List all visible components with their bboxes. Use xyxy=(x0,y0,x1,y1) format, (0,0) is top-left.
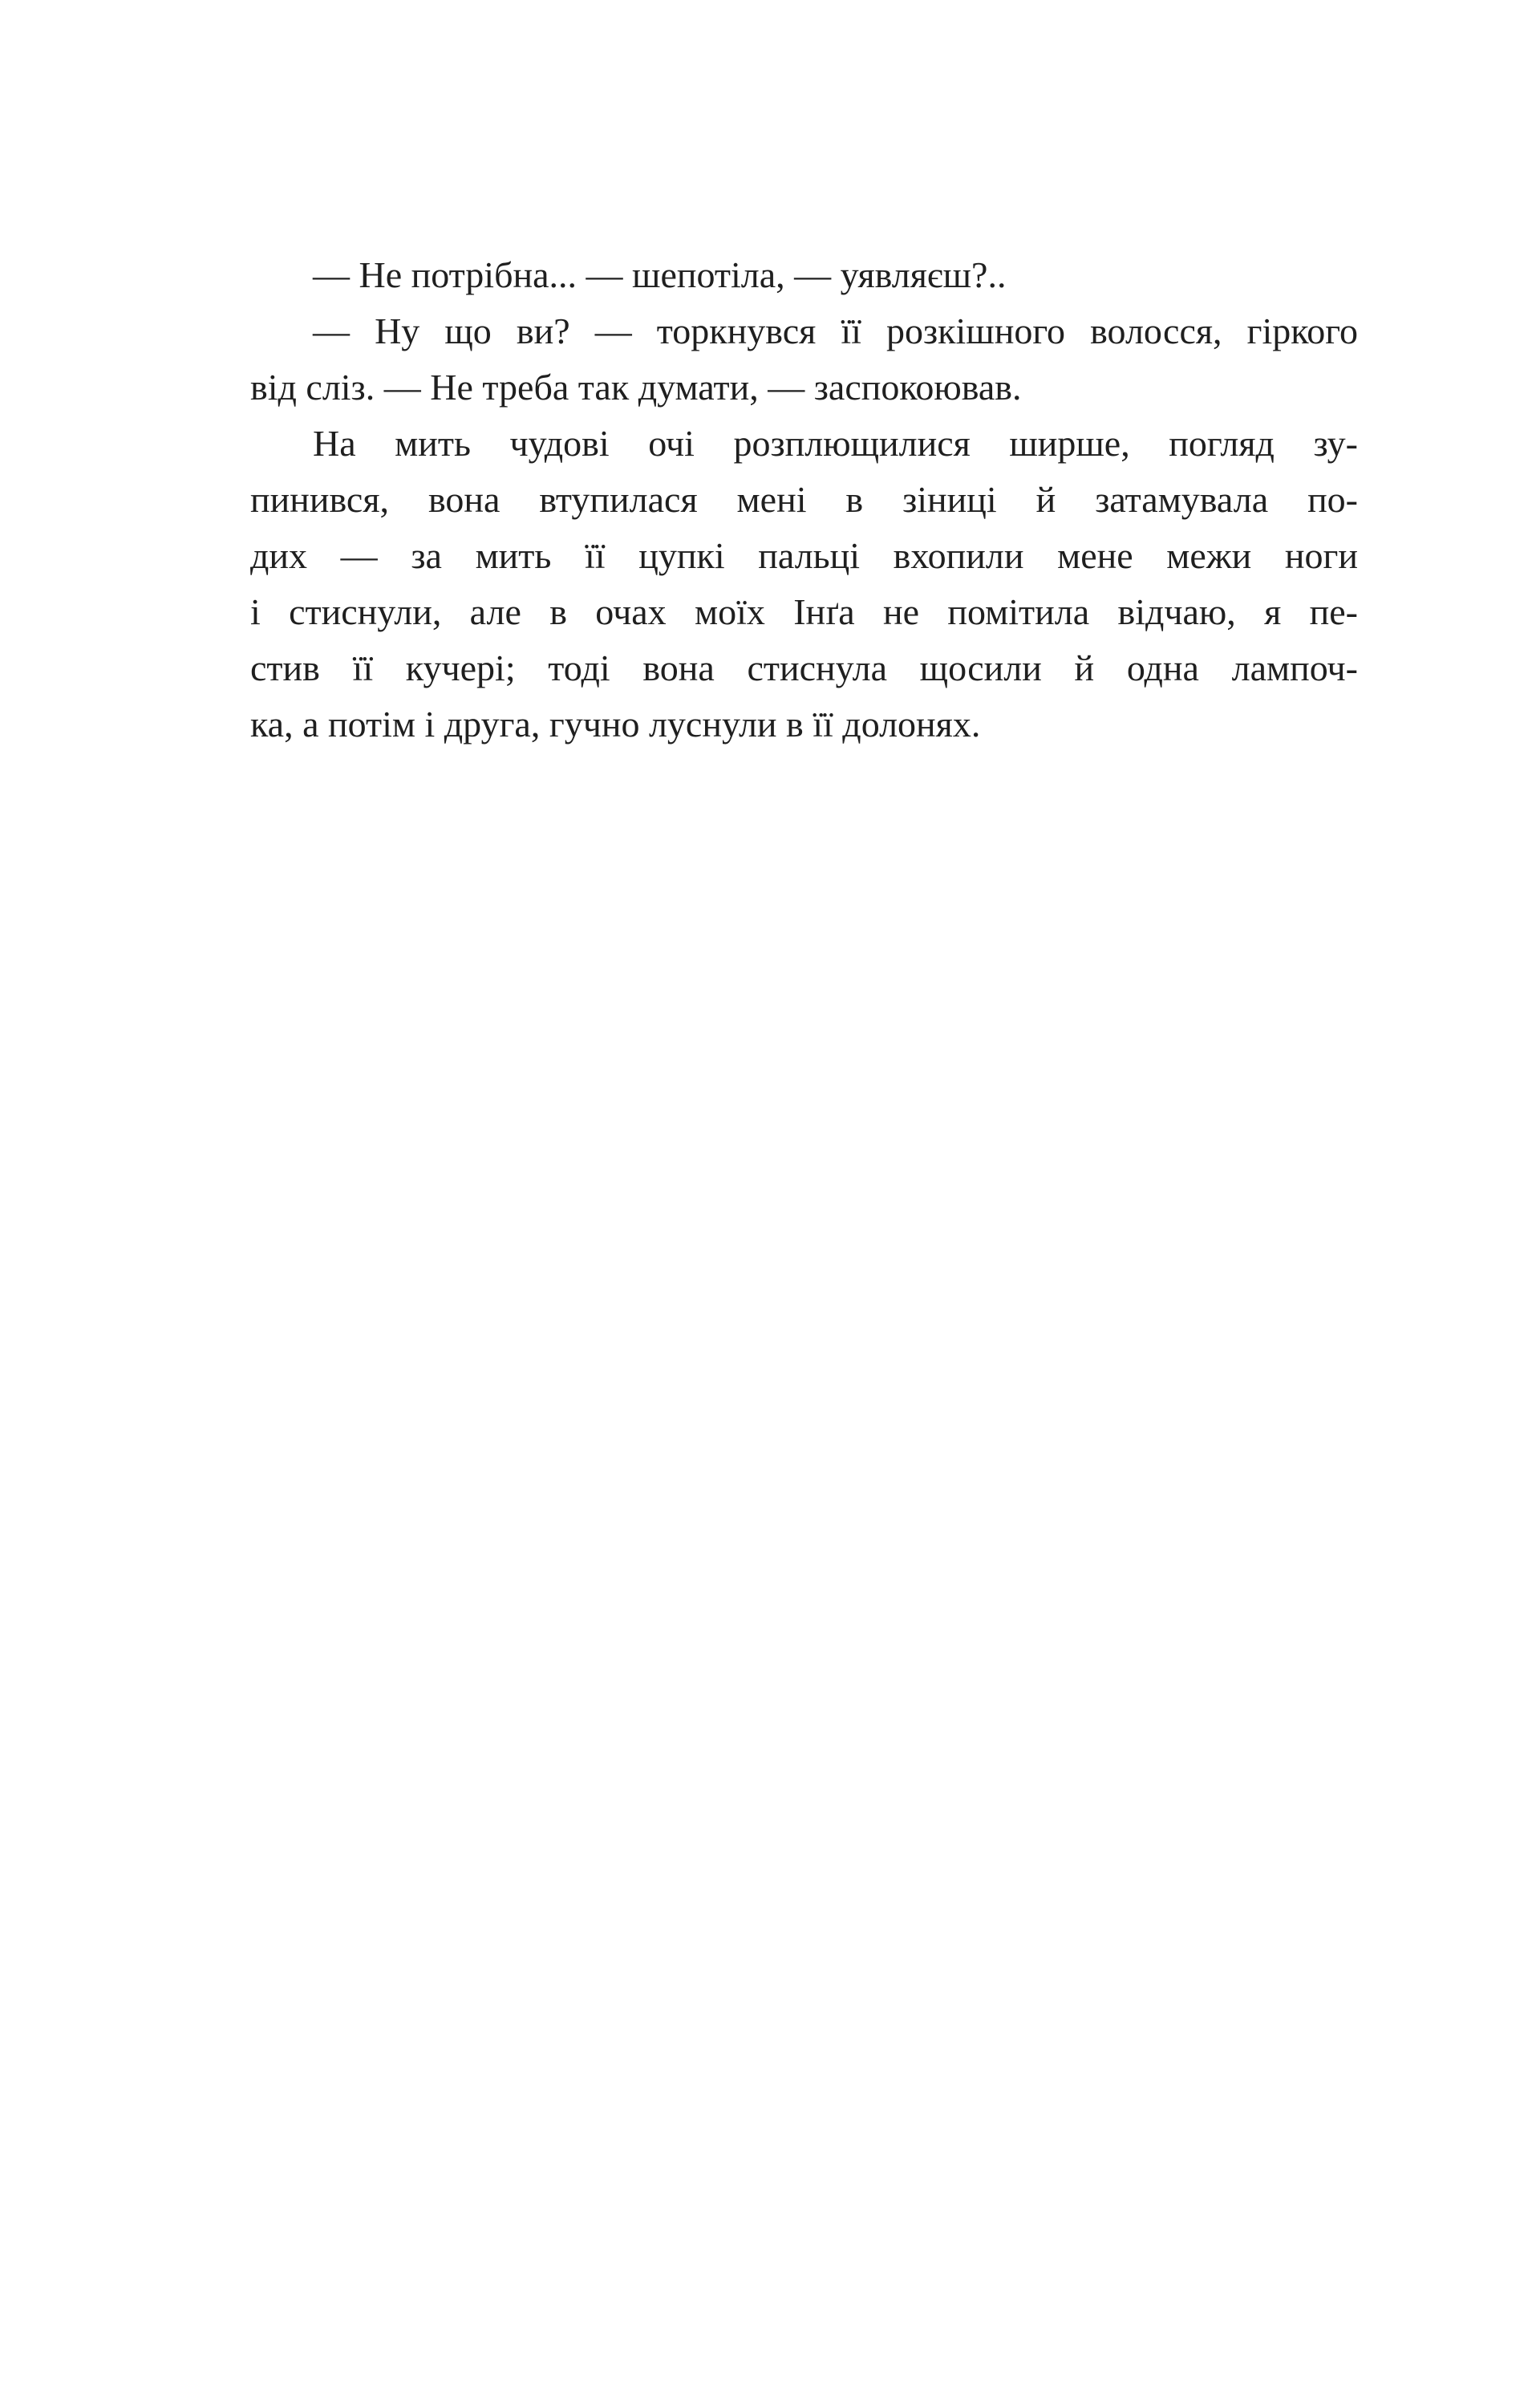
text-line: і стиснули, але в очах моїх Інґа не помітила відчаю, я пе- xyxy=(250,591,1358,632)
text-line: — Не потрібна... — шепотіла, — уявляєш?.. xyxy=(313,254,1007,295)
text-line: стив її кучері; тоді вона стиснула щосили й одна лампоч- xyxy=(250,647,1358,688)
paragraph-3 xyxy=(250,416,1358,753)
paragraph-1 xyxy=(250,247,1358,303)
paragraph-2 xyxy=(250,303,1358,416)
text-line: дих — за мить її цупкі пальці вхопили мене межи ноги xyxy=(250,535,1358,576)
page-text-block xyxy=(250,247,1358,753)
text-line: пинився, вона втупилася мені в зіниці й затамувала по- xyxy=(250,479,1358,520)
text-line: ка, а потім і друга, гучно луснули в її долонях. xyxy=(250,704,981,745)
text-line: від сліз. — Не треба так думати, — заспокоював. xyxy=(250,367,1022,408)
text-line: — Ну що ви? — торкнувся її розкішного волосся, гіркого xyxy=(313,310,1358,351)
text-line: На мить чудові очі розплющилися ширше, погляд зу- xyxy=(313,423,1358,464)
